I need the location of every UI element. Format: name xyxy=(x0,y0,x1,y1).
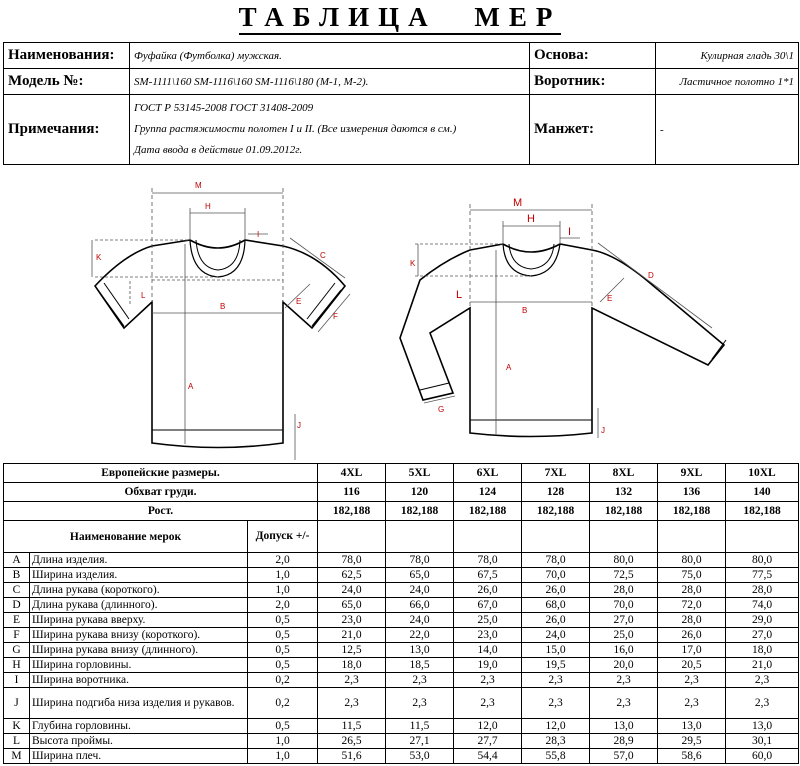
long-sleeve-letter-labels xyxy=(410,197,654,435)
measure-value: 26,0 xyxy=(658,628,726,643)
measure-value: 24,0 xyxy=(522,628,590,643)
measure-code: E xyxy=(4,613,30,628)
euro-size: 7XL xyxy=(522,464,590,483)
measure-row xyxy=(4,673,799,688)
measure-value: 2,3 xyxy=(318,688,386,719)
label-h: H xyxy=(527,213,535,225)
measure-value: 66,0 xyxy=(386,598,454,613)
measure-value: 2,3 xyxy=(726,688,799,719)
measure-code: G xyxy=(4,643,30,658)
measure-value: 21,0 xyxy=(726,658,799,673)
measure-header-row xyxy=(4,521,799,553)
euro-size-label: Европейские размеры. xyxy=(4,464,318,483)
measure-value: 28,0 xyxy=(590,583,658,598)
measure-value: 2,3 xyxy=(522,688,590,719)
measure-value: 26,5 xyxy=(318,734,386,749)
measure-value: 65,0 xyxy=(386,568,454,583)
measure-tolerance: 0,5 xyxy=(248,628,318,643)
measure-code: I xyxy=(4,673,30,688)
measure-tolerance: 1,0 xyxy=(248,568,318,583)
measure-value: 26,0 xyxy=(522,583,590,598)
label-i: I xyxy=(257,230,260,239)
height-value: 182,188 xyxy=(454,502,522,521)
measure-value: 19,0 xyxy=(454,658,522,673)
measure-value: 12,0 xyxy=(454,719,522,734)
measure-value: 58,6 xyxy=(658,749,726,764)
euro-size: 5XL xyxy=(386,464,454,483)
chest-value: 128 xyxy=(522,483,590,502)
label-m: M xyxy=(513,197,523,209)
measure-name: Глубина горловины. xyxy=(30,719,248,734)
measure-value: 13,0 xyxy=(386,643,454,658)
measure-name: Ширина плеч. xyxy=(30,749,248,764)
measure-tolerance: 2,0 xyxy=(248,598,318,613)
measure-row xyxy=(4,583,799,598)
measure-row xyxy=(4,749,799,764)
label-f: F xyxy=(333,312,338,321)
chest-value: 120 xyxy=(386,483,454,502)
measure-value: 28,3 xyxy=(522,734,590,749)
measure-code: L xyxy=(4,734,30,749)
measure-value: 16,0 xyxy=(590,643,658,658)
model-value: SM-1111\160 SM-1116\160 SM-1116\180 (М-1, М-2). xyxy=(130,69,530,95)
measure-value: 70,0 xyxy=(522,568,590,583)
measure-value: 2,3 xyxy=(386,673,454,688)
measure-row xyxy=(4,568,799,583)
label-h: H xyxy=(205,202,211,211)
measure-tolerance: 0,2 xyxy=(248,673,318,688)
measure-value: 14,0 xyxy=(454,643,522,658)
height-value: 182,188 xyxy=(658,502,726,521)
chest-value: 124 xyxy=(454,483,522,502)
euro-size: 8XL xyxy=(590,464,658,483)
measure-name: Ширина рукава вверху. xyxy=(30,613,248,628)
measure-value: 78,0 xyxy=(522,553,590,568)
measure-row xyxy=(4,734,799,749)
measure-value: 19,5 xyxy=(522,658,590,673)
measure-name: Ширина изделия. xyxy=(30,568,248,583)
measure-value: 23,0 xyxy=(318,613,386,628)
euro-size: 9XL xyxy=(658,464,726,483)
measure-tolerance: 1,0 xyxy=(248,734,318,749)
measure-name: Длина рукава (короткого). xyxy=(30,583,248,598)
measure-value: 23,0 xyxy=(454,628,522,643)
measure-value: 20,0 xyxy=(590,658,658,673)
notes-line: ГОСТ Р 53145-2008 ГОСТ 31408-2009 xyxy=(134,102,314,114)
measure-tolerance: 1,0 xyxy=(248,749,318,764)
measure-tolerance: 0,5 xyxy=(248,719,318,734)
measure-value: 15,0 xyxy=(522,643,590,658)
measure-code: M xyxy=(4,749,30,764)
short-sleeve-dimension-lines xyxy=(92,188,350,460)
label-d: D xyxy=(648,271,654,280)
measure-value: 27,0 xyxy=(590,613,658,628)
measure-tolerance: 0,5 xyxy=(248,613,318,628)
euro-size-row xyxy=(4,464,799,483)
measure-value: 2,3 xyxy=(590,673,658,688)
height-value: 182,188 xyxy=(590,502,658,521)
short-sleeve-diagram xyxy=(95,240,345,448)
measure-value: 28,0 xyxy=(658,613,726,628)
chest-label: Обхват груди. xyxy=(4,483,318,502)
measure-row xyxy=(4,598,799,613)
measure-value: 78,0 xyxy=(454,553,522,568)
measure-value: 78,0 xyxy=(386,553,454,568)
measure-value: 26,0 xyxy=(522,613,590,628)
measure-row xyxy=(4,628,799,643)
model-label: Модель №: xyxy=(4,69,130,95)
label-a: A xyxy=(188,382,194,391)
cuff-value: - xyxy=(656,95,799,165)
collar-value: Ластичное полотно 1*1 xyxy=(656,69,799,95)
measure-row xyxy=(4,643,799,658)
label-e: E xyxy=(296,297,302,306)
measure-value: 11,5 xyxy=(318,719,386,734)
euro-size: 6XL xyxy=(454,464,522,483)
collar-label: Воротник: xyxy=(530,69,656,95)
notes-label: Примечания: xyxy=(4,95,130,165)
measure-name: Ширина воротника. xyxy=(30,673,248,688)
measure-code: K xyxy=(4,719,30,734)
measure-rows xyxy=(4,553,799,764)
cuff-label: Манжет: xyxy=(530,95,656,165)
measure-tolerance: 2,0 xyxy=(248,553,318,568)
chest-value: 140 xyxy=(726,483,799,502)
measure-value: 75,0 xyxy=(658,568,726,583)
measure-value: 26,0 xyxy=(454,583,522,598)
measure-code: H xyxy=(4,658,30,673)
measure-name: Длина изделия. xyxy=(30,553,248,568)
measure-name: Длина рукава (длинного). xyxy=(30,598,248,613)
notes-value xyxy=(130,95,530,165)
height-value: 182,188 xyxy=(386,502,454,521)
size-table xyxy=(3,463,799,764)
label-k: K xyxy=(96,253,102,262)
label-a: A xyxy=(506,363,512,372)
measure-code: B xyxy=(4,568,30,583)
measure-code: D xyxy=(4,598,30,613)
product-header-table xyxy=(3,42,799,165)
measure-tolerance: 0,5 xyxy=(248,658,318,673)
measure-value: 11,5 xyxy=(386,719,454,734)
measure-value: 2,3 xyxy=(658,688,726,719)
height-value: 182,188 xyxy=(522,502,590,521)
chest-value: 116 xyxy=(318,483,386,502)
measure-value: 2,3 xyxy=(522,673,590,688)
measure-value: 70,0 xyxy=(590,598,658,613)
measure-value: 54,4 xyxy=(454,749,522,764)
measure-value: 20,5 xyxy=(658,658,726,673)
euro-size: 4XL xyxy=(318,464,386,483)
measure-tolerance: 1,0 xyxy=(248,583,318,598)
measure-value: 25,0 xyxy=(454,613,522,628)
measure-value: 17,0 xyxy=(658,643,726,658)
measure-value: 53,0 xyxy=(386,749,454,764)
measure-name: Ширина рукава внизу (длинного). xyxy=(30,643,248,658)
measure-code: F xyxy=(4,628,30,643)
label-e: E xyxy=(607,294,613,303)
measure-value: 67,5 xyxy=(454,568,522,583)
measure-code: J xyxy=(4,688,30,719)
label-i: I xyxy=(568,226,572,238)
measure-name: Ширина подгиба низа изделия и рукавов. xyxy=(30,688,248,719)
measure-value: 2,3 xyxy=(386,688,454,719)
measure-code: A xyxy=(4,553,30,568)
measure-value: 27,7 xyxy=(454,734,522,749)
measure-value: 13,0 xyxy=(658,719,726,734)
measure-row xyxy=(4,613,799,628)
measure-value: 72,5 xyxy=(590,568,658,583)
measure-value: 29,5 xyxy=(658,734,726,749)
measure-value: 80,0 xyxy=(658,553,726,568)
base-value: Кулирная гладь 30\1 xyxy=(656,43,799,69)
measure-value: 30,1 xyxy=(726,734,799,749)
measure-value: 27,1 xyxy=(386,734,454,749)
height-label: Рост. xyxy=(4,502,318,521)
chest-value: 136 xyxy=(658,483,726,502)
label-l: L xyxy=(456,289,463,301)
measure-value: 80,0 xyxy=(726,553,799,568)
measure-value: 2,3 xyxy=(590,688,658,719)
measure-value: 51,6 xyxy=(318,749,386,764)
measure-value: 77,5 xyxy=(726,568,799,583)
measure-value: 13,0 xyxy=(590,719,658,734)
measure-code: C xyxy=(4,583,30,598)
measure-value: 60,0 xyxy=(726,749,799,764)
euro-size: 10XL xyxy=(726,464,799,483)
measure-value: 67,0 xyxy=(454,598,522,613)
measure-value: 27,0 xyxy=(726,628,799,643)
height-row xyxy=(4,502,799,521)
label-l: L xyxy=(141,291,146,300)
measure-value: 18,5 xyxy=(386,658,454,673)
measure-value: 22,0 xyxy=(386,628,454,643)
label-b: B xyxy=(522,306,528,315)
measure-value: 13,0 xyxy=(726,719,799,734)
name-label: Наименования: xyxy=(4,43,130,69)
page-title: ТАБЛИЦА МЕР xyxy=(0,2,800,33)
label-g: G xyxy=(438,405,445,414)
measure-value: 72,0 xyxy=(658,598,726,613)
garment-diagrams xyxy=(0,168,800,464)
chest-value: 132 xyxy=(590,483,658,502)
measure-value: 28,0 xyxy=(726,583,799,598)
measure-value: 12,0 xyxy=(522,719,590,734)
measure-value: 18,0 xyxy=(726,643,799,658)
measure-value: 24,0 xyxy=(386,613,454,628)
measure-value: 62,5 xyxy=(318,568,386,583)
measure-tolerance: 0,2 xyxy=(248,688,318,719)
label-b: B xyxy=(220,302,226,311)
label-j: J xyxy=(601,426,605,435)
tolerance-header: Допуск +/- xyxy=(248,521,318,553)
measure-row xyxy=(4,719,799,734)
height-value: 182,188 xyxy=(726,502,799,521)
name-value: Фуфайка (Футболка) мужская. xyxy=(130,43,530,69)
notes-line: Дата ввода в действие 01.09.2012г. xyxy=(134,144,303,156)
long-sleeve-dimension-lines xyxy=(415,204,712,438)
measure-name: Высота проймы. xyxy=(30,734,248,749)
measure-header: Наименование мерок xyxy=(4,521,248,553)
height-value: 182,188 xyxy=(318,502,386,521)
measure-value: 18,0 xyxy=(318,658,386,673)
measure-value: 78,0 xyxy=(318,553,386,568)
measure-row xyxy=(4,688,799,719)
label-m: M xyxy=(195,181,202,190)
measure-name: Ширина горловины. xyxy=(30,658,248,673)
notes-line: Группа растяжимости полотен I и II. (Все измерения даются в см.) xyxy=(134,123,457,135)
label-c: C xyxy=(320,251,326,260)
label-k: K xyxy=(410,259,416,268)
chest-row xyxy=(4,483,799,502)
measure-value: 68,0 xyxy=(522,598,590,613)
measure-tolerance: 0,5 xyxy=(248,643,318,658)
measure-value: 28,0 xyxy=(658,583,726,598)
measure-value: 24,0 xyxy=(386,583,454,598)
measure-value: 2,3 xyxy=(658,673,726,688)
measure-value: 2,3 xyxy=(318,673,386,688)
measure-value: 12,5 xyxy=(318,643,386,658)
measure-row xyxy=(4,553,799,568)
measure-value: 2,3 xyxy=(454,673,522,688)
measure-value: 25,0 xyxy=(590,628,658,643)
short-sleeve-letter-labels xyxy=(96,181,338,430)
measure-name: Ширина рукава внизу (короткого). xyxy=(30,628,248,643)
base-label: Основа: xyxy=(530,43,656,69)
label-j: J xyxy=(297,421,301,430)
measure-value: 65,0 xyxy=(318,598,386,613)
measure-value: 21,0 xyxy=(318,628,386,643)
measure-value: 24,0 xyxy=(318,583,386,598)
measure-value: 2,3 xyxy=(726,673,799,688)
long-sleeve-diagram xyxy=(400,244,726,437)
measure-row xyxy=(4,658,799,673)
measure-value: 80,0 xyxy=(590,553,658,568)
measure-value: 28,9 xyxy=(590,734,658,749)
measure-value: 74,0 xyxy=(726,598,799,613)
measure-value: 29,0 xyxy=(726,613,799,628)
measure-value: 2,3 xyxy=(454,688,522,719)
measure-value: 57,0 xyxy=(590,749,658,764)
measure-value: 55,8 xyxy=(522,749,590,764)
